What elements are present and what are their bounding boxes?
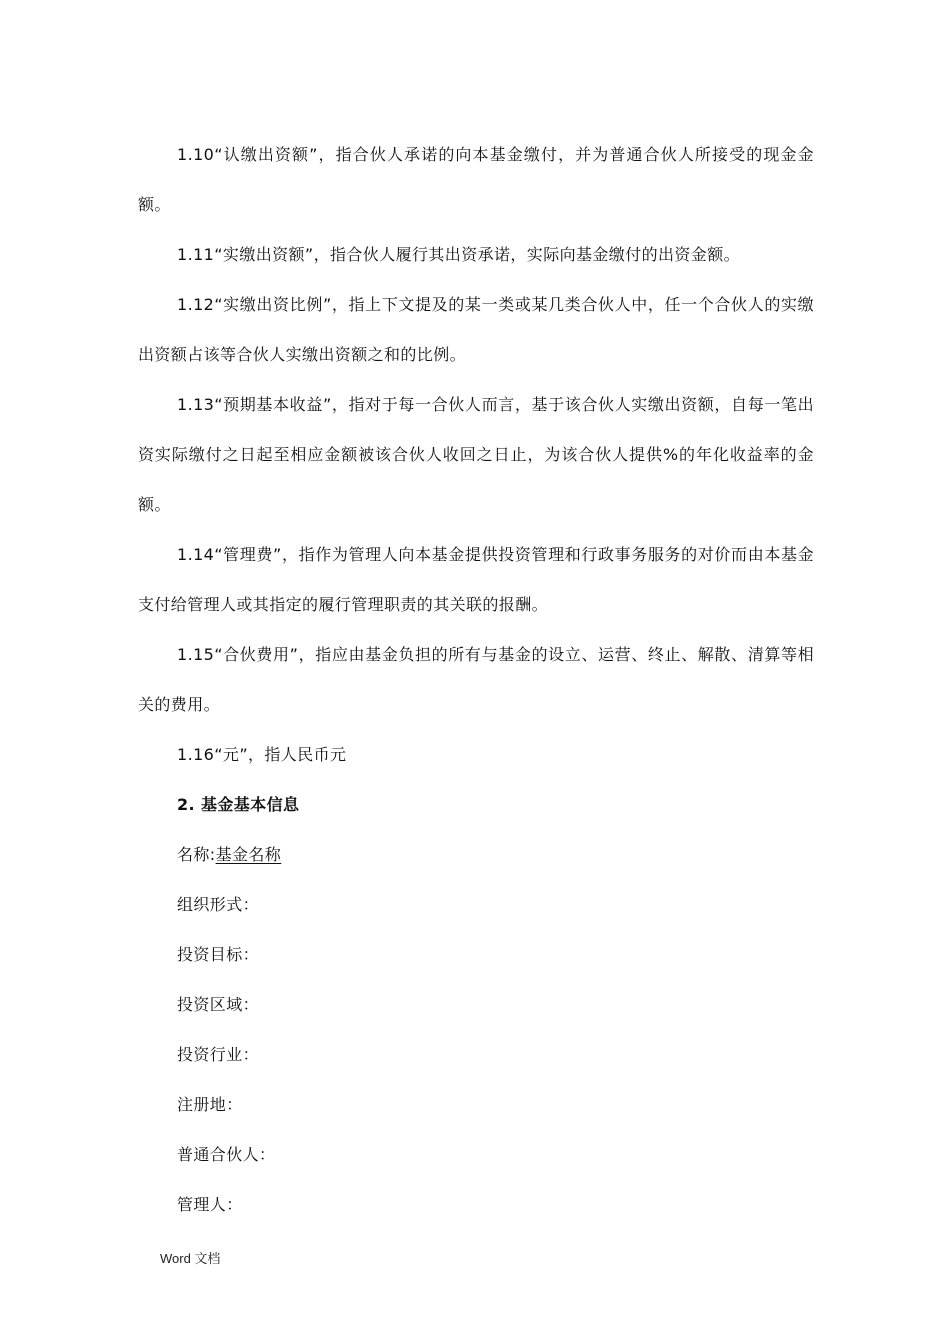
section-heading-fund-info: 2. 基金基本信息: [177, 795, 300, 814]
page-footer: Word 文档: [160, 1251, 221, 1266]
field-name-label: 名称:: [177, 845, 216, 864]
field-org-form: 组织形式：: [177, 895, 260, 914]
definition-1-16: 1.16“元”，指人民币元: [177, 745, 347, 764]
field-invest-region: 投资区域：: [177, 995, 260, 1014]
field-invest-industry: 投资行业：: [177, 1045, 260, 1064]
field-registered-place: 注册地：: [177, 1095, 243, 1114]
definition-1-10: 1.10“认缴出资额”，指合伙人承诺的向本基金缴付，并为普通合伙人所接受的现金金额。: [138, 145, 814, 214]
field-invest-target: 投资目标：: [177, 945, 260, 964]
field-general-partner: 普通合伙人：: [177, 1145, 276, 1164]
definition-1-13: 1.13“预期基本收益”，指对于每一合伙人而言，基于该合伙人实缴出资额，自每一笔出资实际缴付之日起至相应金额被该合伙人收回之日止，为该合伙人提供%的年化收益率的金额。: [138, 395, 814, 514]
field-manager: 管理人：: [177, 1195, 243, 1214]
document-body: [138, 130, 814, 1230]
definition-1-14: 1.14“管理费”，指作为管理人向本基金提供投资管理和行政事务服务的对价而由本基金支付给管理人或其指定的履行管理职责的其关联的报酬。: [138, 545, 814, 614]
definition-1-11: 1.11“实缴出资额”，指合伙人履行其出资承诺，实际向基金缴付的出资金额。: [177, 245, 741, 264]
field-name: [138, 830, 814, 880]
definition-1-12: 1.12“实缴出资比例”，指上下文提及的某一类或某几类合伙人中，任一个合伙人的实缴出资额占该等合伙人实缴出资额之和的比例。: [138, 295, 814, 364]
field-name-value: 基金名称: [215, 845, 282, 864]
definition-1-15: 1.15“合伙费用”，指应由基金负担的所有与基金的设立、运营、终止、解散、清算等相关的费用。: [138, 645, 814, 714]
